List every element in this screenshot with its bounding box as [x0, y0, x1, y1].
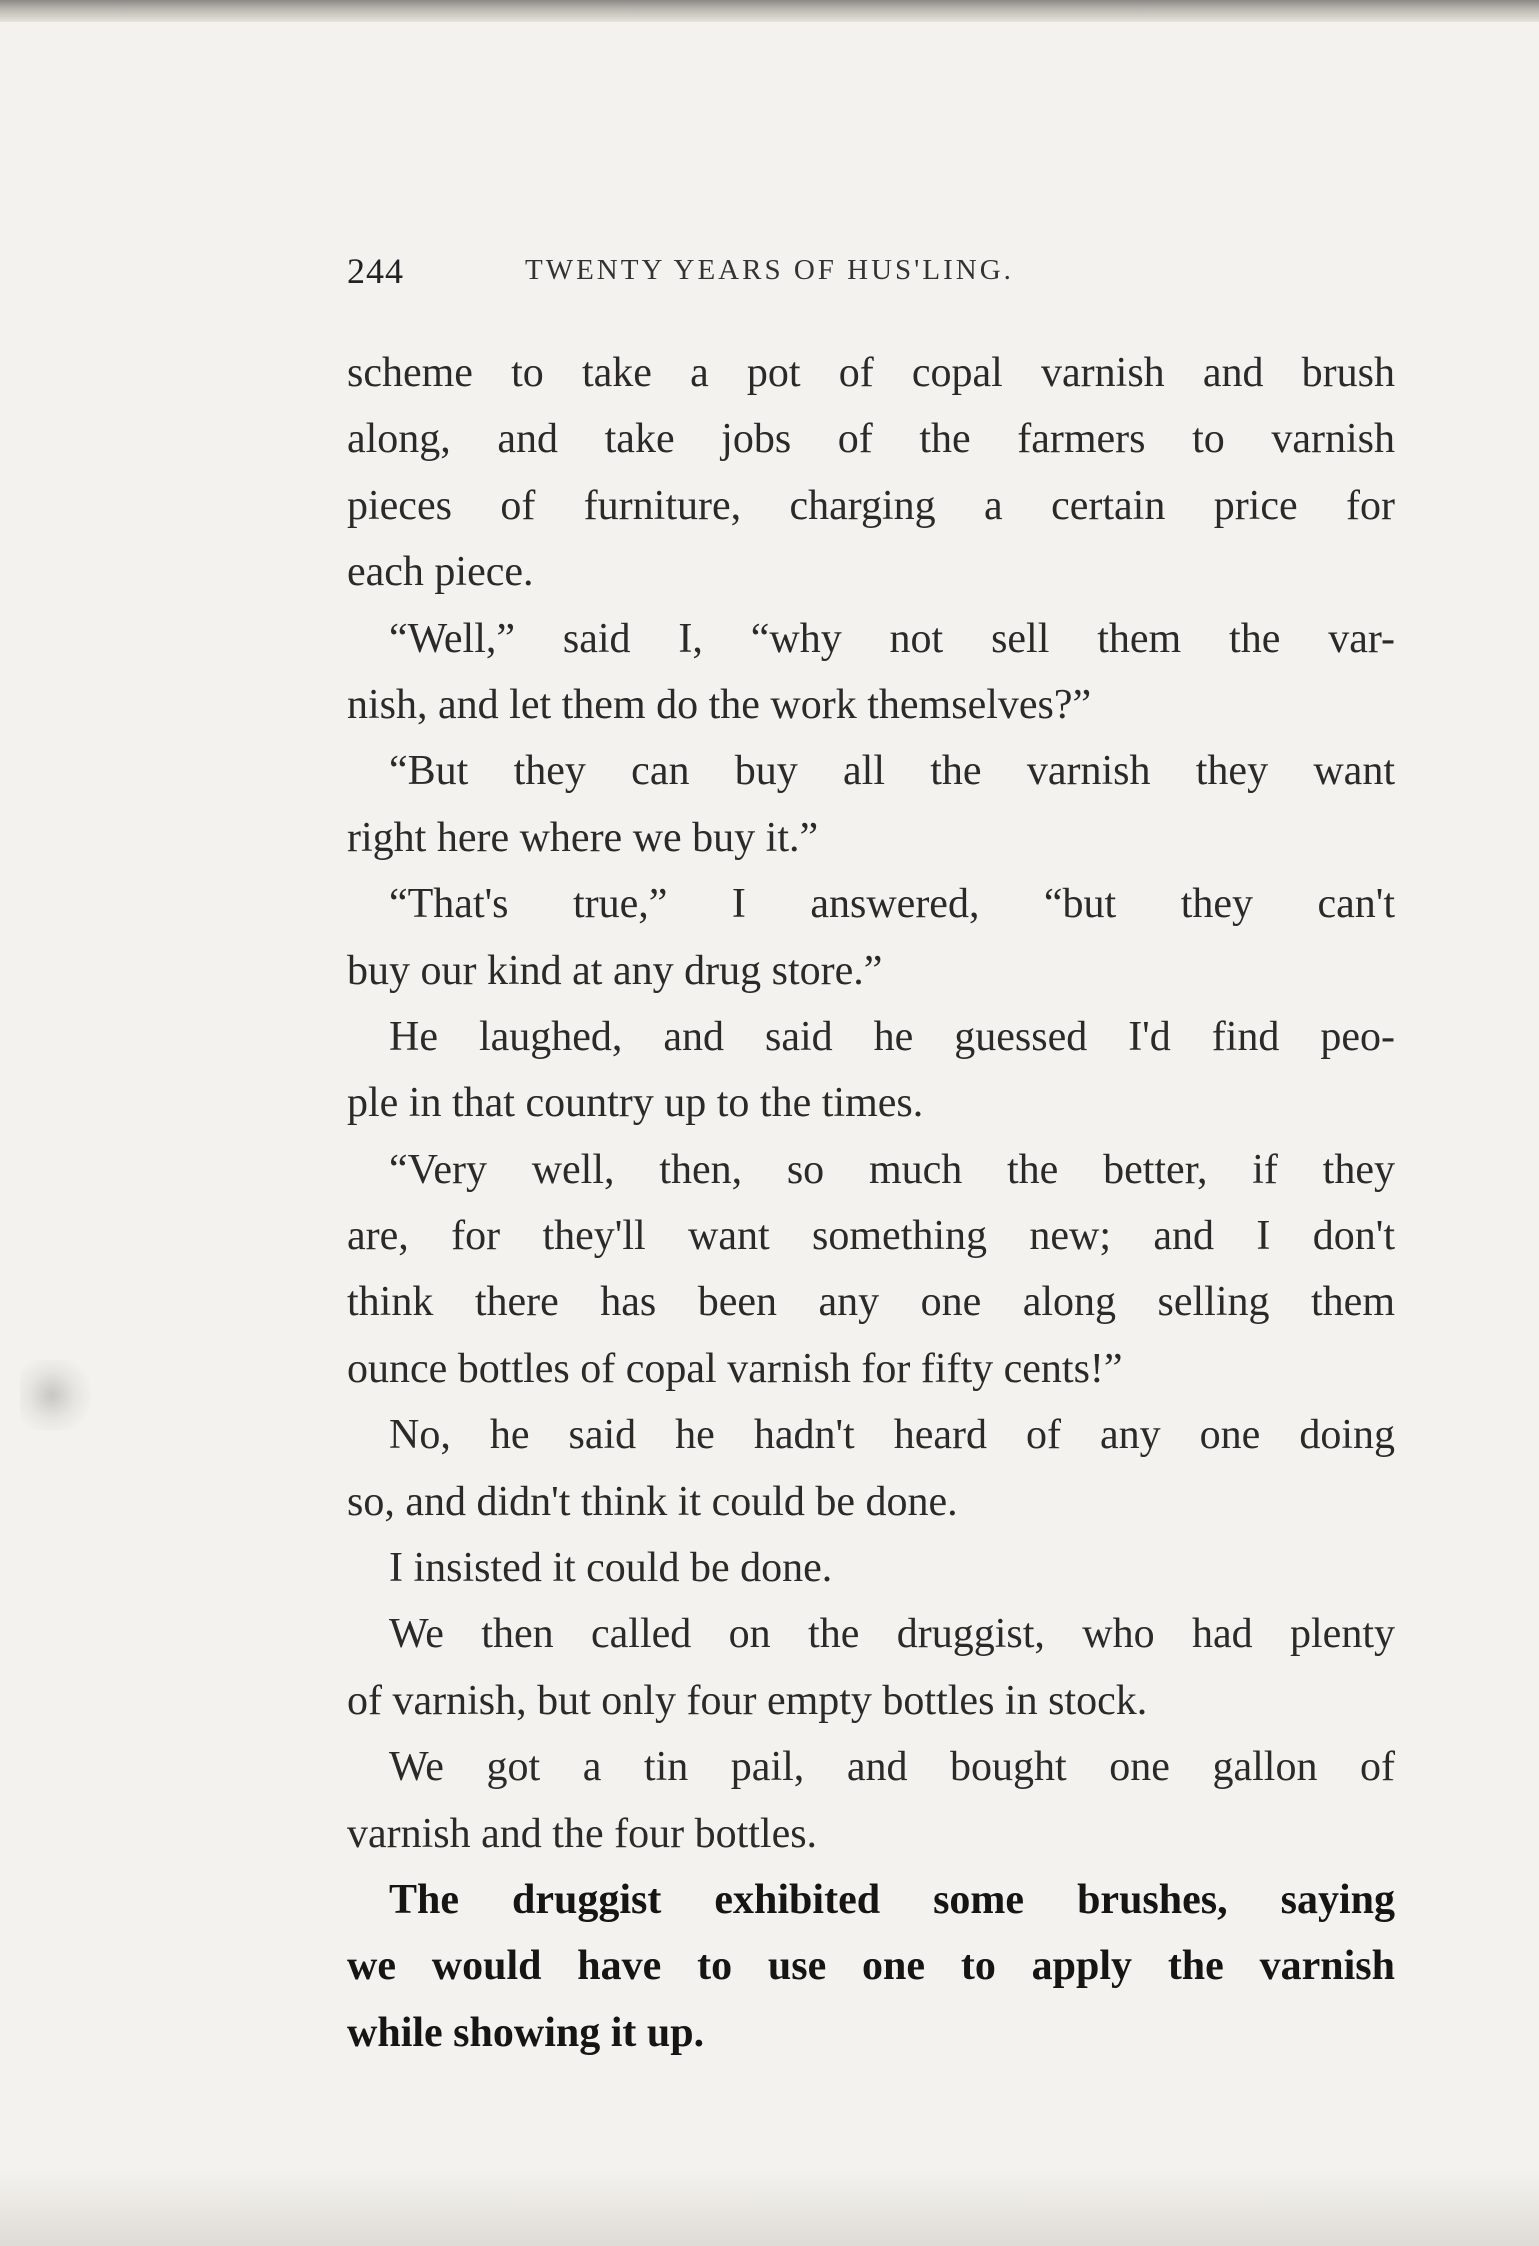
- text-line: of varnish, but only four empty bottles in stock.: [347, 1677, 1148, 1724]
- text-line: are, for they'll want something new; and I don't: [347, 1213, 1395, 1260]
- text-line: ounce bottles of copal varnish for fifty cents!”: [347, 1345, 1123, 1392]
- text-line: ple in that country up to the times.: [347, 1080, 924, 1127]
- text-line: right here where we buy it.”: [347, 814, 819, 861]
- text-line: while showing it up.: [347, 2009, 705, 2056]
- text-line: “That's true,” I answered, “but they can't: [389, 881, 1395, 928]
- text-line: I insisted it could be done.: [389, 1545, 833, 1592]
- scan-bottom-edge: [0, 2170, 1539, 2246]
- scan-top-edge: [0, 0, 1539, 22]
- text-line: along, and take jobs of the farmers to varnish: [347, 416, 1395, 463]
- scan-speckle: [20, 1360, 100, 1430]
- text-line: “But they can buy all the varnish they want: [389, 748, 1395, 795]
- text-line: think there has been any one along selling them: [347, 1279, 1395, 1326]
- text-line: pieces of furniture, charging a certain price for: [347, 482, 1395, 529]
- text-line: varnish and the four bottles.: [347, 1810, 818, 1857]
- text-line: He laughed, and said he guessed I'd find peo-: [389, 1013, 1395, 1060]
- text-line: scheme to take a pot of copal varnish and brush: [347, 350, 1395, 396]
- body-text: [347, 340, 1395, 2066]
- text-line: We got a tin pail, and bought one gallon of: [389, 1744, 1395, 1791]
- text-line: No, he said he hadn't heard of any one doing: [389, 1412, 1395, 1459]
- text-line: we would have to use one to apply the varnish: [347, 1943, 1395, 1990]
- text-line: each piece.: [347, 549, 534, 596]
- page-header: [347, 250, 1397, 300]
- text-line: so, and didn't think it could be done.: [347, 1478, 958, 1525]
- running-head: TWENTY YEARS OF HUS'LING.: [525, 254, 1014, 286]
- text-line: nish, and let them do the work themselves?”: [347, 681, 1092, 728]
- page-number: 244: [347, 251, 404, 291]
- text-line: buy our kind at any drug store.”: [347, 947, 883, 994]
- text-line: “Well,” said I, “why not sell them the var-: [389, 615, 1395, 662]
- text-line: We then called on the druggist, who had plenty: [389, 1611, 1395, 1658]
- text-line: “Very well, then, so much the better, if they: [389, 1146, 1395, 1193]
- text-line: The druggist exhibited some brushes, saying: [389, 1876, 1395, 1923]
